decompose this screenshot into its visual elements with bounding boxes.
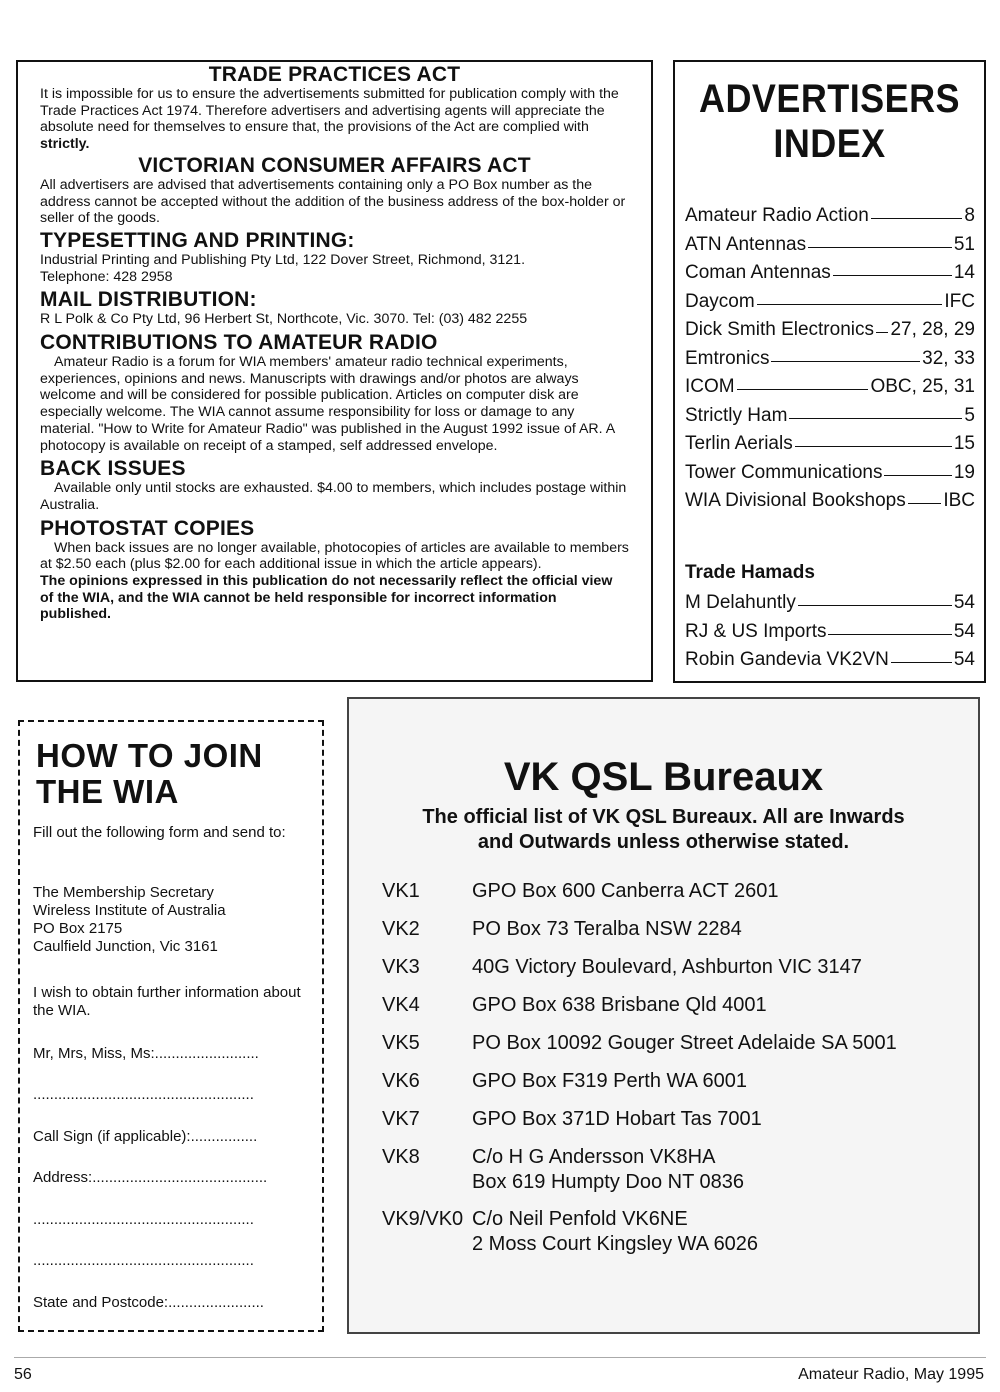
join-title-line1: HOW TO JOIN [36, 737, 263, 774]
leader-line [789, 418, 962, 419]
qsl-entry [382, 1107, 962, 1132]
typesetting-line1: Industrial Printing and Publishing Pty Ltd, 122 Dover Street, Richmond, 3121. [40, 251, 526, 268]
advertiser-entry [685, 348, 975, 374]
leader-line [884, 475, 951, 476]
leader-line [757, 304, 943, 305]
advertiser-name: Amateur Radio Action [685, 205, 869, 226]
qsl-callsign-prefix: VK1 [382, 880, 420, 902]
qsl-entry [382, 955, 962, 980]
qsl-callsign-prefix: VK2 [382, 918, 420, 940]
trade-hamad-entry [685, 621, 975, 647]
qsl-address: C/o H G Andersson VK8HA [472, 1146, 716, 1168]
advertiser-name: Terlin Aerials [685, 433, 793, 454]
qsl-entry [382, 993, 962, 1018]
page-number: 56 [14, 1366, 32, 1383]
leader-line [828, 634, 951, 635]
qsl-entry [382, 1031, 962, 1056]
mail-body: R L Polk & Co Pty Ltd, 96 Herbert St, Northcote, Vic. 3070. Tel: (03) 482 2255 [40, 311, 528, 328]
back-issues-body: Available only until stocks are exhausted. $4.00 to members, which includes postage within Australia. [40, 480, 627, 513]
advertiser-name: ATN Antennas [685, 233, 807, 255]
qsl-address: PO Box 10092 Gouger Street Adelaide SA 5001 [472, 1032, 897, 1054]
advertiser-name: WIA Divisional Bookshops [685, 490, 906, 511]
address-field[interactable]: Address:.......................................... [33, 1169, 268, 1186]
join-address-line: The Membership Secretary [33, 884, 214, 901]
notices-box [16, 60, 653, 682]
advertiser-entry [685, 319, 975, 345]
trade-hamad-page: 54 [953, 620, 975, 642]
advertiser-entry [685, 462, 975, 488]
trade-hamad-name: RJ & US Imports [685, 620, 827, 642]
advertiser-page: 27, 28, 29 [890, 319, 975, 340]
join-address-line: PO Box 2175 [33, 920, 123, 937]
qsl-callsign-prefix: VK7 [382, 1108, 420, 1130]
qsl-subtitle-line2: and Outwards unless otherwise stated. [477, 831, 850, 853]
advertisers-title-line1: ADVERTISERS [699, 77, 960, 121]
qsl-address: PO Box 73 Teralba NSW 2284 [472, 918, 742, 940]
callsign-field[interactable]: Call Sign (if applicable):................ [33, 1128, 258, 1145]
advertiser-entry [685, 433, 975, 459]
advertiser-name: Emtronics [685, 347, 770, 369]
trade-hamad-page: 54 [953, 649, 975, 670]
join-title [36, 738, 263, 810]
trade-hamad-page: 54 [953, 592, 975, 613]
trade-hamad-entry [685, 592, 975, 618]
advertiser-name: Daycom [685, 290, 755, 312]
join-address-line: Caulfield Junction, Vic 3161 [33, 938, 218, 955]
victorian-heading: VICTORIAN CONSUMER AFFAIRS ACT [138, 153, 531, 177]
disclaimer: The opinions expressed in this publication do not necessarily reflect the official view of the WIA, and the WIA cannot be held responsible for incorrect information published. [40, 573, 613, 623]
join-address [33, 884, 313, 956]
qsl-address: GPO Box 600 Canberra ACT 2601 [472, 880, 779, 902]
qsl-entry [382, 1145, 962, 1195]
advertiser-entry [685, 291, 975, 317]
trade-practices-heading: TRADE PRACTICES ACT [208, 63, 461, 86]
qsl-callsign-prefix: VK3 [382, 956, 420, 978]
advertiser-page: 15 [953, 433, 975, 454]
qsl-address-line2: 2 Moss Court Kingsley WA 6026 [472, 1233, 759, 1255]
trade-practices-emphasis: strictly. [40, 136, 90, 153]
advertiser-page: OBC, 25, 31 [870, 376, 975, 397]
leader-line [891, 662, 952, 663]
name-field-continued[interactable]: ..................................................... [33, 1086, 254, 1103]
advertiser-entry [685, 234, 975, 260]
back-issues-heading: BACK ISSUES [40, 457, 186, 481]
leader-line [908, 503, 942, 504]
address-field-line3[interactable]: ..................................................... [33, 1252, 254, 1269]
victorian-body: All advertisers are advised that advertisements containing only a PO Box number as the address cannot be accepted without the addition of the business address of the box-holder or seller of the goods. [40, 176, 626, 227]
address-field-line2[interactable]: ..................................................... [33, 1211, 254, 1228]
photostat-body: When back issues are no longer available, photocopies of articles are available to members at $2.50 each (plus $2.00 for each additional issue in which the article appears). [40, 539, 629, 573]
qsl-callsign-prefix: VK5 [382, 1032, 420, 1054]
advertiser-name: ICOM [685, 376, 735, 397]
advertiser-entry [685, 490, 975, 516]
trade-hamad-name: M Delahuntly [685, 592, 796, 613]
advertiser-page: IFC [944, 290, 975, 312]
advertiser-name: Tower Communications [685, 461, 883, 483]
qsl-address: 40G Victory Boulevard, Ashburton VIC 3147 [472, 956, 862, 978]
advertiser-entry [685, 205, 975, 231]
advertiser-page: 19 [953, 461, 975, 483]
mail-heading: MAIL DISTRIBUTION: [40, 288, 257, 312]
qsl-address: C/o Neil Penfold VK6NE [472, 1208, 688, 1230]
trade-practices-text: It is impossible for us to ensure the advertisements submitted for publication comply with the Trade Practices Act 1974. Therefore advertisers and advertising agents will appreciate the absolute need for themselves to ensure that, the provisions of the Act are complied with [40, 86, 619, 136]
advertiser-name: Dick Smith Electronics [685, 319, 874, 340]
leader-line [876, 332, 888, 333]
publication-title: Amateur Radio, May 1995 [798, 1366, 984, 1383]
qsl-address: GPO Box F319 Perth WA 6001 [472, 1070, 747, 1092]
contributions-body: Amateur Radio is a forum for WIA members' amateur radio technical experiments, experiences, opinions and news. Manuscripts with drawings and/or photos are always welcome and will be considered for possible publication. Articles on computer disk are especially welcome. The WIA cannot assume responsibility for loss or damage to any material. "How to Write for Amateur Radio" was published in the August 1992 issue of AR. A photocopy is available on receipt of a stamped, self addressed envelope. [40, 354, 615, 454]
footer-rule [14, 1357, 986, 1358]
qsl-entry [382, 1069, 962, 1094]
typesetting-heading: TYPESETTING AND PRINTING: [40, 228, 355, 252]
trade-hamad-name: Robin Gandevia VK2VN [685, 649, 889, 670]
photostat-heading: PHOTOSTAT COPIES [40, 516, 255, 540]
leader-line [771, 361, 920, 362]
leader-line [833, 275, 952, 276]
qsl-address: GPO Box 371D Hobart Tas 7001 [472, 1108, 762, 1130]
advertiser-page: 8 [964, 205, 975, 226]
advertiser-name: Coman Antennas [685, 262, 831, 283]
join-form [18, 720, 324, 1332]
qsl-entry [382, 917, 962, 942]
join-info: I wish to obtain further information about the WIA. [33, 984, 301, 1019]
advertiser-name: Strictly Ham [685, 404, 788, 426]
leader-line [737, 389, 869, 390]
leader-line [795, 446, 952, 447]
advertisers-index [673, 60, 986, 683]
qsl-callsign-prefix: VK9/VK0 [382, 1208, 464, 1230]
qsl-title: VK QSL Bureaux [503, 755, 824, 799]
qsl-subtitle [349, 805, 978, 855]
trade-hamads-heading: Trade Hamads [685, 562, 815, 583]
leader-line [808, 247, 952, 248]
name-field[interactable]: Mr, Mrs, Miss, Ms:......................... [33, 1045, 259, 1062]
advertiser-page: 14 [953, 262, 975, 283]
leader-line [798, 605, 952, 606]
advertiser-entry [685, 262, 975, 288]
advertiser-page: 5 [964, 404, 975, 426]
qsl-address: GPO Box 638 Brisbane Qld 4001 [472, 994, 767, 1016]
leader-line [871, 218, 963, 219]
qsl-entry [382, 879, 962, 904]
advertiser-page: 51 [953, 233, 975, 255]
qsl-entry [382, 1207, 962, 1257]
join-intro: Fill out the following form and send to: [33, 824, 286, 841]
qsl-bureaux-box [347, 697, 980, 1334]
qsl-callsign-prefix: VK8 [382, 1146, 420, 1168]
typesetting-line2: Telephone: 428 2958 [40, 268, 173, 285]
qsl-callsign-prefix: VK6 [382, 1070, 420, 1092]
advertiser-entry [685, 405, 975, 431]
advertisers-title-line2: INDEX [773, 122, 886, 166]
trade-practices-body [40, 86, 629, 153]
trade-hamad-entry [685, 649, 975, 675]
contributions-heading: CONTRIBUTIONS TO AMATEUR RADIO [40, 331, 438, 355]
advertiser-page: IBC [943, 490, 975, 511]
join-address-line: Wireless Institute of Australia [33, 902, 226, 919]
qsl-callsign-prefix: VK4 [382, 994, 420, 1016]
advertiser-page: 32, 33 [922, 347, 975, 369]
qsl-subtitle-line1: The official list of VK QSL Bureaux. All are Inwards [422, 806, 905, 828]
state-postcode-field[interactable]: State and Postcode:....................... [33, 1294, 264, 1311]
qsl-address-line2: Box 619 Humpty Doo NT 0836 [472, 1171, 745, 1193]
advertisers-title [690, 77, 968, 167]
join-title-line2: THE WIA [36, 773, 179, 810]
advertiser-entry [685, 376, 975, 402]
